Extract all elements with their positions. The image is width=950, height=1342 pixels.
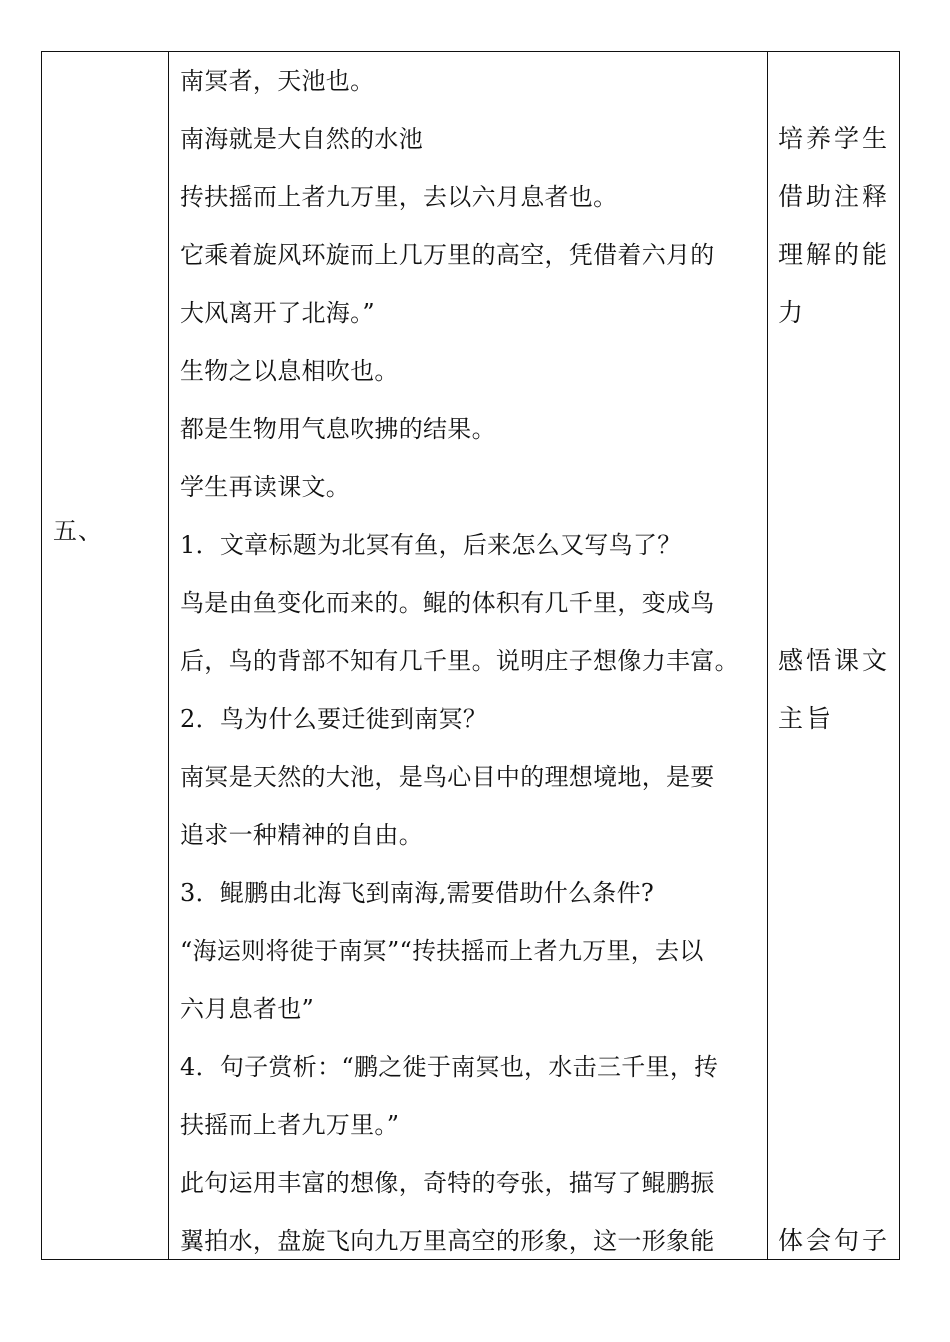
answer-line: 此句运用丰富的想像，奇特的夸张，描写了鲲鹏振 — [180, 1169, 715, 1197]
teaching-goal-note: 感悟课文 主旨 — [778, 646, 891, 733]
content-line: 它乘着旋风环旋而上几万里的高空，凭借着六月的 — [180, 241, 715, 269]
step-cell — [42, 52, 169, 1260]
question-line: 扶摇而上者九万里。” — [180, 1111, 400, 1139]
question-line: 3．鲲鹏由北海飞到南海,需要借助什么条件? — [180, 879, 655, 907]
content-line: 南冥者，天池也。 — [180, 67, 375, 95]
answer-line: 翼拍水，盘旋飞向九万里高空的形象，这一形象能 — [180, 1227, 715, 1255]
lesson-plan-table — [41, 51, 900, 1260]
content-lines — [180, 61, 760, 1279]
content-line: 南海就是大自然的水池 — [180, 125, 423, 153]
teaching-goal-note: 培养学生 借助注释 理解的能 力 — [778, 124, 891, 327]
content-line: 都是生物用气息吹拂的结果。 — [180, 415, 496, 443]
answer-line: 追求一种精神的自由。 — [180, 821, 423, 849]
answer-line: “海运则将徙于南冥”“抟扶摇而上者九万里，去以 — [180, 937, 704, 965]
answer-line: 后，鸟的背部不知有几千里。说明庄子想像力丰富。 — [180, 647, 739, 675]
teaching-goal-note: 体会句子 — [778, 1226, 891, 1255]
step-label: 五、 — [53, 517, 103, 545]
content-line: 生物之以息相吹也。 — [180, 357, 399, 385]
answer-line: 南冥是天然的大池，是鸟心目中的理想境地，是要 — [180, 763, 715, 791]
content-line: 学生再读课文。 — [180, 473, 351, 501]
answer-line: 六月息者也” — [180, 995, 315, 1023]
question-line: 1．文章标题为北冥有鱼，后来怎么又写鸟了？ — [180, 531, 682, 559]
content-line: 抟扶摇而上者九万里，去以六月息者也。 — [180, 183, 618, 211]
content-line: 大风离开了北海。” — [180, 299, 375, 327]
table-row — [42, 52, 900, 1260]
question-line: 2．鸟为什么要迁徙到南冥？ — [180, 705, 488, 733]
content-cell — [169, 52, 768, 1260]
question-line: 4．句子赏析：“鹏之徙于南冥也，水击三千里，抟 — [180, 1053, 719, 1081]
answer-line: 鸟是由鱼变化而来的。鲲的体积有几千里，变成鸟 — [180, 589, 715, 617]
notes-cell — [768, 52, 900, 1260]
